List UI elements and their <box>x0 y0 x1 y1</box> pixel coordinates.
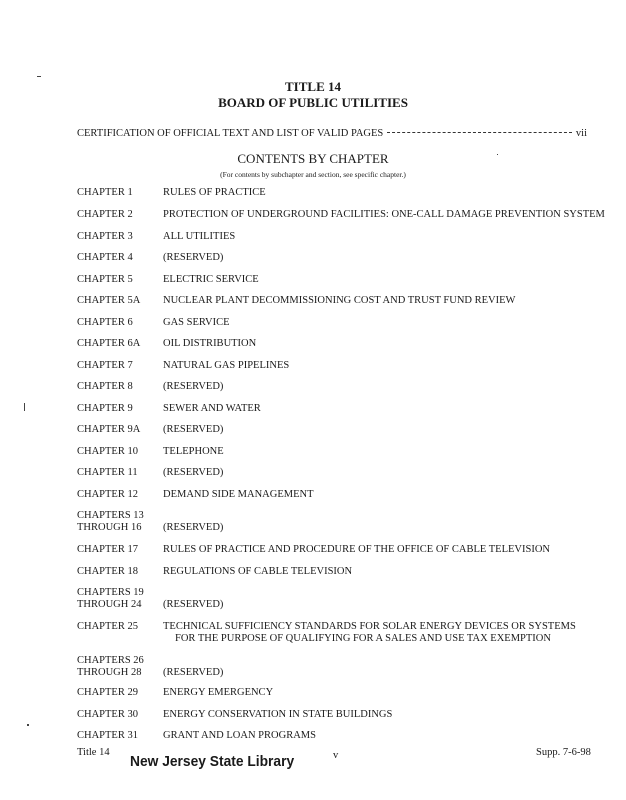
title-number: TITLE 14 <box>285 79 341 94</box>
chapter-number: CHAPTER 18 <box>77 566 138 577</box>
chapter-number: CHAPTER 17 <box>77 544 138 555</box>
scan-mark <box>37 76 41 77</box>
chapter-range-end: THROUGH 28 <box>77 667 142 678</box>
chapter-title: TELEPHONE <box>163 446 224 457</box>
chapter-title: RULES OF PRACTICE <box>163 187 266 198</box>
title-name: BOARD OF PUBLIC UTILITIES <box>218 95 408 110</box>
chapter-number: CHAPTER 5 <box>77 274 133 285</box>
contents-note: (For contents by subchapter and section, see specific chapter.) <box>220 170 406 179</box>
chapter-title: (RESERVED) <box>163 467 224 478</box>
chapter-title: ENERGY CONSERVATION IN STATE BUILDINGS <box>163 709 393 720</box>
chapter-title: NUCLEAR PLANT DECOMMISSIONING COST AND TRUST FUND REVIEW <box>163 295 516 306</box>
footer-supplement: Supp. 7-6-98 <box>536 747 591 758</box>
chapter-number: CHAPTER 6 <box>77 317 133 328</box>
chapter-number: CHAPTER 8 <box>77 381 133 392</box>
chapter-number: CHAPTER 11 <box>77 467 138 478</box>
chapter-title: (RESERVED) <box>163 381 224 392</box>
chapter-title: SEWER AND WATER <box>163 403 261 414</box>
chapter-range-start: CHAPTERS 13 <box>77 510 144 521</box>
chapter-number: CHAPTER 7 <box>77 360 133 371</box>
chapter-number <box>77 655 162 679</box>
chapter-title: (RESERVED) <box>163 424 224 435</box>
footer-title: Title 14 <box>77 747 110 758</box>
chapter-number: CHAPTER 25 <box>77 621 138 632</box>
chapter-title-line1: TECHNICAL SUFFICIENCY STANDARDS FOR SOLAR ENERGY DEVICES OR SYSTEMS <box>163 621 576 632</box>
chapter-title: ALL UTILITIES <box>163 231 236 242</box>
chapter-number: CHAPTER 29 <box>77 687 138 698</box>
chapter-range-start: CHAPTERS 26 <box>77 655 144 666</box>
chapter-number: CHAPTER 9A <box>77 424 141 435</box>
chapter-title: ENERGY EMERGENCY <box>163 687 274 698</box>
chapter-number: CHAPTER 30 <box>77 709 138 720</box>
chapter-title: GAS SERVICE <box>163 317 230 328</box>
chapter-title: (RESERVED) <box>163 667 224 678</box>
chapter-number <box>77 510 162 534</box>
chapter-title: (RESERVED) <box>163 252 224 263</box>
chapter-number: CHAPTER 5A <box>77 295 141 306</box>
chapter-number: CHAPTER 6A <box>77 338 141 349</box>
chapter-number: CHAPTER 9 <box>77 403 133 414</box>
chapter-number: CHAPTER 31 <box>77 730 138 741</box>
chapter-range-end: THROUGH 24 <box>77 599 142 610</box>
chapter-title: ELECTRIC SERVICE <box>163 274 259 285</box>
chapter-number: CHAPTER 1 <box>77 187 133 198</box>
chapter-title: PROTECTION OF UNDERGROUND FACILITIES: ONE-CALL DAMAGE PREVENTION SYSTEM <box>163 209 605 220</box>
leader-dots <box>387 132 572 133</box>
chapter-number: CHAPTER 12 <box>77 489 138 500</box>
chapter-number: CHAPTER 10 <box>77 446 138 457</box>
certification-page: vii <box>575 128 587 139</box>
chapter-number: CHAPTER 3 <box>77 231 133 242</box>
chapter-title: RULES OF PRACTICE AND PROCEDURE OF THE OFFICE OF CABLE TELEVISION <box>163 544 550 555</box>
chapter-number: CHAPTER 2 <box>77 209 133 220</box>
certification-line <box>77 128 587 139</box>
chapter-title: OIL DISTRIBUTION <box>163 338 257 349</box>
chapter-title: GRANT AND LOAN PROGRAMS <box>163 730 316 741</box>
chapter-title: REGULATIONS OF CABLE TELEVISION <box>163 566 353 577</box>
certification-label: CERTIFICATION OF OFFICIAL TEXT AND LIST OF VALID PAGES <box>77 128 384 139</box>
footer-page-number: v <box>333 750 339 761</box>
scan-mark <box>24 403 25 411</box>
scan-mark <box>27 724 29 726</box>
chapter-title-line2: FOR THE PURPOSE OF QUALIFYING FOR A SALES AND USE TAX EXEMPTION <box>175 633 551 644</box>
chapter-number <box>77 587 162 611</box>
chapter-number: CHAPTER 4 <box>77 252 133 263</box>
chapter-title: (RESERVED) <box>163 522 224 533</box>
scan-mark <box>497 154 498 155</box>
library-stamp: New Jersey State Library <box>130 753 295 770</box>
chapter-title: (RESERVED) <box>163 599 224 610</box>
chapter-title: NATURAL GAS PIPELINES <box>163 360 290 371</box>
chapter-range-start: CHAPTERS 19 <box>77 587 144 598</box>
contents-heading: CONTENTS BY CHAPTER <box>237 151 389 166</box>
chapter-title <box>163 621 613 645</box>
chapter-range-end: THROUGH 16 <box>77 522 142 533</box>
chapter-title: DEMAND SIDE MANAGEMENT <box>163 489 314 500</box>
